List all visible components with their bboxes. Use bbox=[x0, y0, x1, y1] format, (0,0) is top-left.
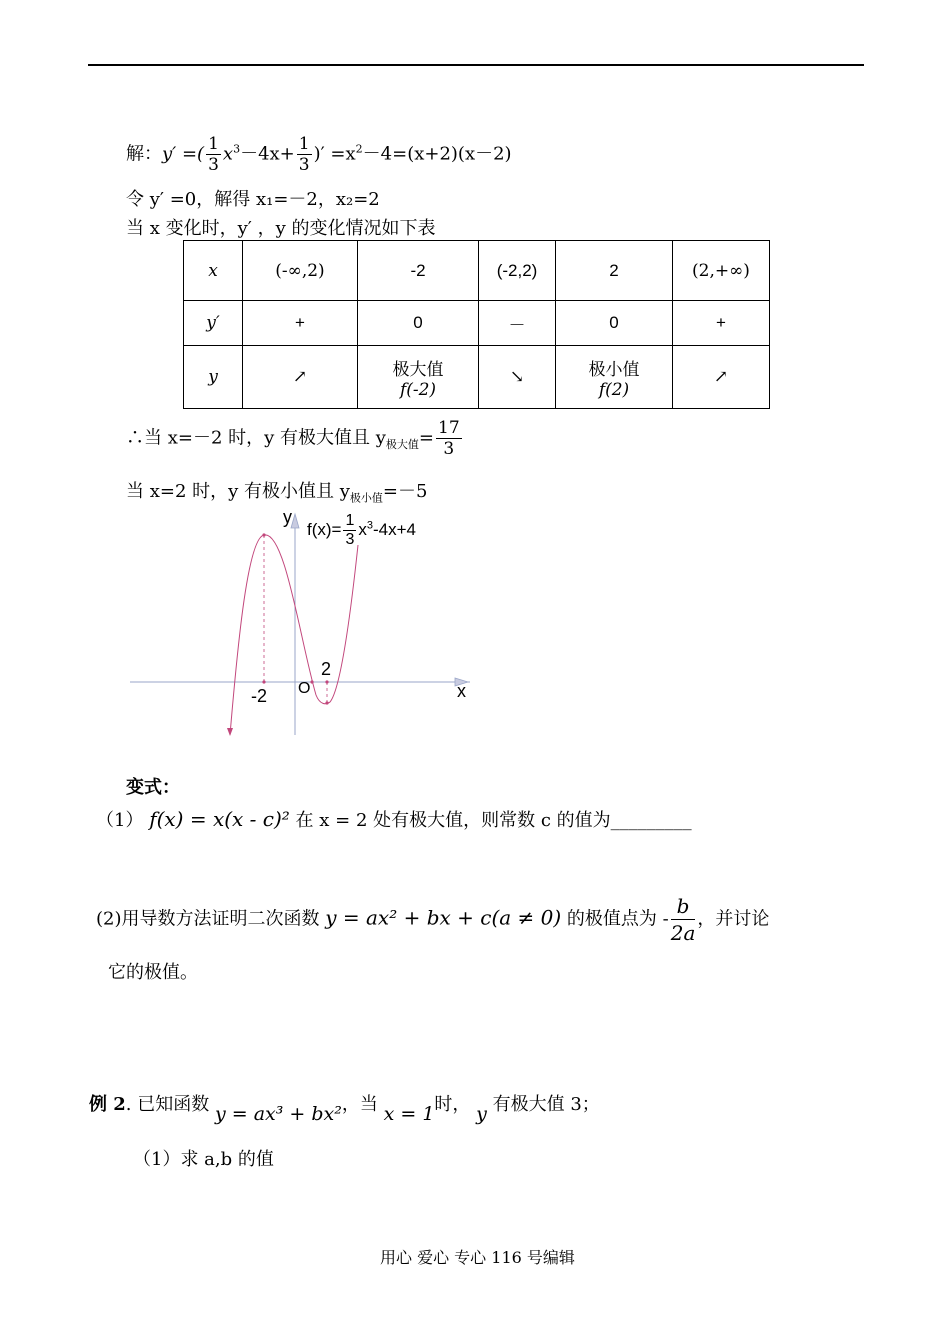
example-condition: x = 1 bbox=[383, 1103, 435, 1125]
variant-heading: 变式： bbox=[126, 777, 180, 798]
table-cell: 0 bbox=[358, 301, 479, 346]
max-point bbox=[262, 533, 265, 536]
fraction-b-2a: $\frac{b}{2a}$ bbox=[670, 894, 696, 945]
graph-2-label: 2 bbox=[321, 659, 332, 679]
q2-formula: y = ax² + bx + c(a ≠ 0) bbox=[325, 905, 562, 930]
table-header-cell: -2 bbox=[358, 241, 479, 301]
conclusion-max: ∴当 x=－2 时，y 有极大值且 $y_{极大值}=$ $\frac{17}{3}$ bbox=[126, 418, 460, 459]
table-cell: y′ bbox=[184, 301, 243, 346]
table-header-cell: (-∞,2) bbox=[243, 241, 358, 301]
graph-y-label: y bbox=[283, 507, 292, 527]
graph-neg2-label: -2 bbox=[251, 686, 268, 706]
table-header-cell: 2 bbox=[556, 241, 673, 301]
table-cell-min: 极小值 f(2) bbox=[556, 346, 673, 409]
example-formula: y = ax³ + bx² bbox=[214, 1103, 342, 1125]
variant-q2: (2)用导数方法证明二次函数 y = ax² + bx + c(a ≠ 0) 的极值点为 - $\frac{b}{2a}$ ，并讨论 bbox=[96, 894, 770, 945]
conclusion-min: 当 x=2 时，y 有极小值且 $y_{极小值}=-5$ bbox=[126, 481, 428, 505]
fraction-17-3: $\frac{17}{3}$ bbox=[438, 418, 460, 459]
derivative-expr: y′ =( bbox=[162, 143, 205, 165]
example-2: 例 2. 已知函数 y = ax³ + bx²，当 x = 1时， y 有极大值 3； bbox=[89, 1094, 600, 1125]
root-point bbox=[310, 680, 313, 683]
q1-formula: f(x) = x(x - c)² bbox=[149, 807, 290, 831]
example-2-q1: （1）求 a,b 的值 bbox=[133, 1149, 274, 1170]
graph-x-label: x bbox=[457, 681, 466, 701]
graph-function-label: f(x)= $\frac{1}{3}$ $x^3-4x+4$ bbox=[307, 512, 417, 548]
solution-label: 解： bbox=[126, 143, 162, 165]
tick-2 bbox=[325, 680, 328, 683]
example-label: 例 2 bbox=[89, 1094, 126, 1115]
table-cell: + bbox=[243, 301, 358, 346]
curve-arrow-icon bbox=[227, 728, 233, 736]
variant-q1: （1） f(x) = x(x - c)² 在 x = 2 处有极大值，则常数 c 的值为_________ bbox=[96, 807, 692, 831]
fraction-one-third: $\frac{1}{3}$ bbox=[208, 134, 219, 175]
table-header-cell: (-2,2) bbox=[479, 241, 556, 301]
table-cell: 0 bbox=[556, 301, 673, 346]
solution-line-1: 解：y′ =( $\frac{1}{3}$ $x^3-4x+$ $\frac{1}{3}$ )′ $=x^2-4=(x+2)(x-2)$ bbox=[126, 134, 512, 175]
solution-line-3: 当 x 变化时，y′ ，y 的变化情况如下表 bbox=[126, 218, 436, 239]
function-curve bbox=[230, 535, 358, 735]
table-cell: － bbox=[479, 301, 556, 346]
table-cell-max: 极大值 f(-2) bbox=[358, 346, 479, 409]
graph-origin-label: O bbox=[298, 680, 311, 697]
table-cell: y bbox=[184, 346, 243, 409]
fraction-one-third-b: $\frac{1}{3}$ bbox=[298, 134, 310, 175]
table-cell: + bbox=[673, 301, 770, 346]
increasing-arrow: ↗ bbox=[243, 346, 358, 409]
min-point bbox=[325, 701, 328, 704]
increasing-arrow: ↗ bbox=[673, 346, 770, 409]
decreasing-arrow: ↘ bbox=[479, 346, 556, 409]
solution-line-2: 令 y′ =0，解得 x₁=－2，x₂=2 bbox=[126, 189, 380, 210]
tick-neg2 bbox=[262, 680, 265, 683]
page-footer: 用心 爱心 专心 116 号编辑 bbox=[380, 1248, 575, 1267]
y-axis-arrow-icon bbox=[291, 514, 299, 528]
variant-q2-cont: 它的极值。 bbox=[108, 962, 198, 983]
table-header-cell: (2,+∞) bbox=[673, 241, 770, 301]
table-header-cell: x bbox=[184, 241, 243, 301]
